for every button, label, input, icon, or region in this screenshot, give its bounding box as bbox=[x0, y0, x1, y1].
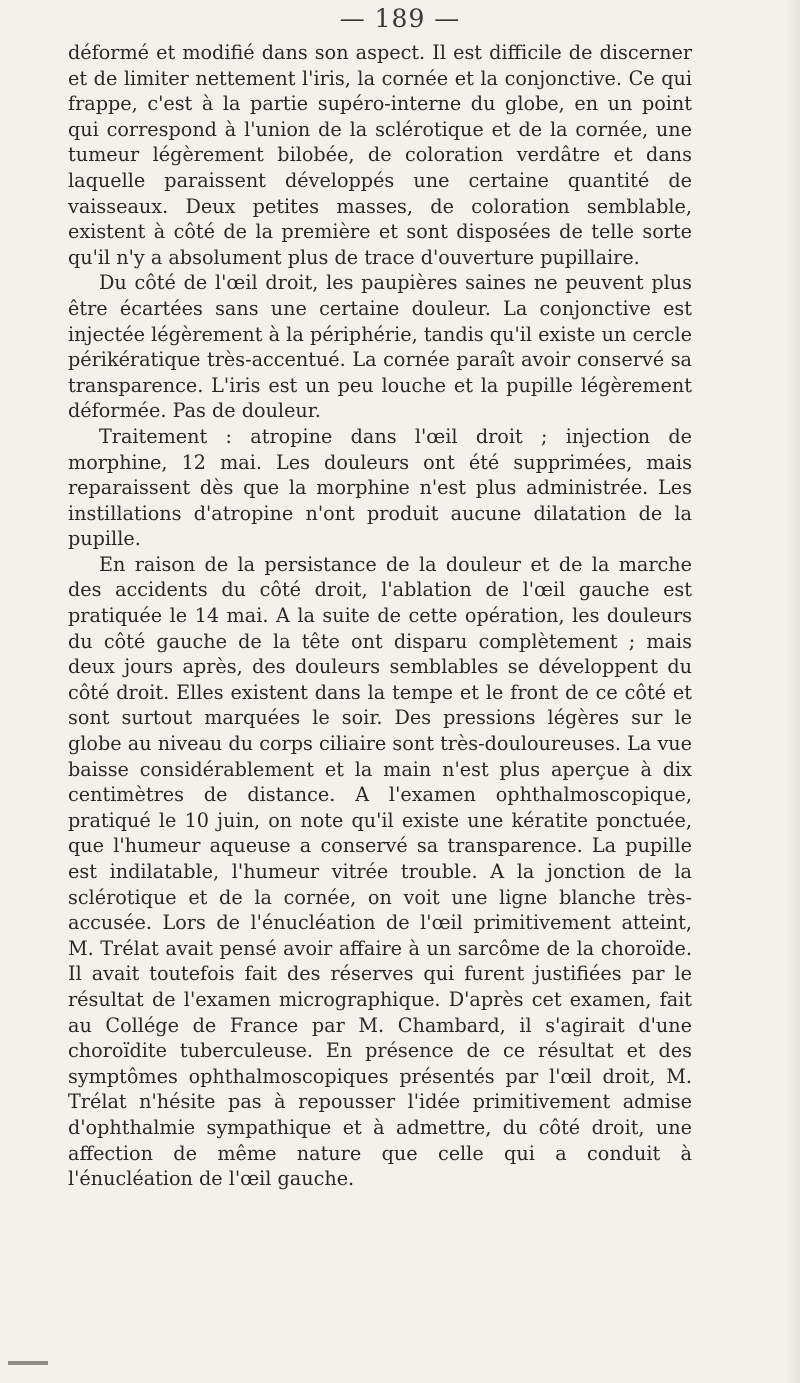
body-text bbox=[68, 40, 692, 1192]
paragraph-4: En raison de la persistance de la douleur et de la marche des accidents du côté droit, l'ablation de l'œil gauche est pratiquée le 14 mai. A la suite de cette opération, les douleurs du côté gauche de la tête ont disparu complètement ; mais deux jours après, des douleurs semblables se développent du côté droit. Elles existent dans la tempe et le front de ce côté et sont surtout marquées le soir. Des pressions légères sur le globe au niveau du corps ciliaire sont très-douloureuses. La vue baisse considérablement et la main n'est plus aperçue à dix centimètres de distance. A l'examen ophthalmoscopique, pratiqué le 10 juin, on note qu'il existe une kératite ponctuée, que l'humeur aqueuse a conservé sa transparence. La pupille est indilatable, l'humeur vitrée trouble. A la jonction de la sclérotique et de la cornée, on voit une ligne blanche très-accusée. Lors de l'énucléation de l'œil primitivement atteint, M. Trélat avait pensé avoir affaire à un sarcôme de la choroïde. Il avait toutefois fait des réserves qui furent justifiées par le résultat de l'examen micrographique. D'après cet examen, fait au Collége de France par M. Chambard, il s'agirait d'une choroïdite tuberculeuse. En présence de ce résultat et des symptômes ophthalmoscopiques présentés par l'œil droit, M. Trélat n'hésite pas à repousser l'idée primitivement admise d'ophthalmie sympathique et à admettre, du côté droit, une affection de même nature que celle qui a conduit à l'énucléation de l'œil gauche. bbox=[68, 552, 692, 1191]
paragraph-3: Traitement : atropine dans l'œil droit ; injection de morphine, 12 mai. Les douleurs ont été supprimées, mais reparaissent dès que la morphine n'est plus administrée. Les instillations d'atropine n'ont produit aucune dilatation de la pupille. bbox=[68, 424, 692, 551]
scan-mark bbox=[8, 1361, 48, 1365]
page-number: — 189 — bbox=[339, 4, 461, 33]
paragraph-2: Du côté de l'œil droit, les paupières saines ne peuvent plus être écartées sans une certaine douleur. La conjonctive est injectée légèrement à la périphérie, tandis qu'il existe un cercle périkératique très-accentué. La cornée paraît avoir conservé sa transparence. L'iris est un peu louche et la pupille légèrement déformée. Pas de douleur. bbox=[68, 271, 692, 423]
page-edge-shadow bbox=[786, 0, 800, 1383]
paragraph-1: déformé et modifié dans son aspect. Il est difficile de discerner et de limiter nettement l'iris, la cornée et la conjonctive. Ce qui frappe, c'est à la partie supéro-interne du globe, en un point qui correspond à l'union de la sclérotique et de la cornée, une tumeur légèrement bilobée, de coloration verdâtre et dans laquelle paraissent développés une certaine quantité de vaisseaux. Deux petites masses, de coloration semblable, existent à côté de la première et sont disposées de telle sorte qu'il n'y a absolument plus de trace d'ouverture pupillaire. bbox=[68, 41, 692, 269]
